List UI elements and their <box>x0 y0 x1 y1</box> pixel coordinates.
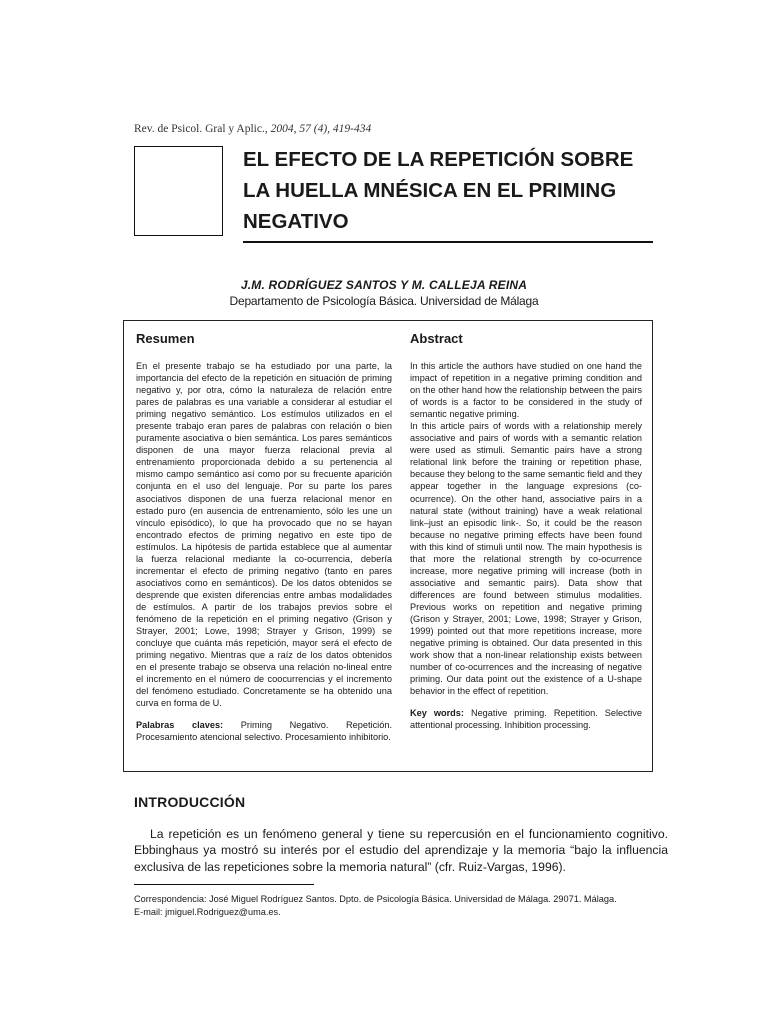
introduction-heading: INTRODUCCIÓN <box>134 794 246 810</box>
abstract-keywords-text: Negative priming. Repetition. Selective attentional processing. Inhibition processing. <box>410 708 642 731</box>
resumen-column <box>136 331 392 743</box>
abstract-column <box>410 331 642 731</box>
resumen-keywords <box>136 719 392 743</box>
footnote-correspondence: Correspondencia: José Miguel Rodríguez Santos. Dpto. de Psicología Básica. Universidad de Málaga. 29071. Málaga. <box>134 894 617 904</box>
abstract-body-2: In this article pairs of words with a relationship merely associative and pairs of words with a semantic relation were used as stimuli. Semantic pairs have a strong relational link before the training or repetition phase, because they belong to the same semantic field and they appear together in the language expresions (co-ocurrence). On the other hand, associative pairs in a natural state (without training) have a weak relational link–just an episodic link-. So, it could be the reason because no negative priming effects have been found with this kind of stimuli until now. The main hypothesis is that more the relational strength by co-ocurrence increase, more negative priming will increase (both in associative and semantic pairs). Data show that differences are found between stimulus modalities. Previous works on repetition and negative priming (Grison y Strayer, 2001; Lowe, 1998; Strayer y Grison, 1999) pointed out that more repetitions increase, more negative priming is obtained. Our data presented in this work show that a non-linear relationship exists between number of co-ocurrences and the increasing of negative priming. Our data point out the existence of a U-shape behavior in the effect of repetition. <box>410 421 642 697</box>
journal-name: Rev. de Psicol. Gral y Aplic., <box>134 123 268 135</box>
affiliation: Departamento de Psicología Básica. Universidad de Málaga <box>229 294 539 308</box>
abstract-keywords-label: Key words: <box>410 708 464 719</box>
resumen-keywords-text: Priming Negativo. Repetición. Procesamiento atencional selectivo. Procesamiento inhibitorio. <box>136 720 392 743</box>
resumen-body: En el presente trabajo se ha estudiado por una parte, la importancia del efecto de la repetición en situación de priming negativo y, por otra, cómo la naturaleza de relación entre pares de palabras es una variable a considerar al estudiar el priming negativo semántico. Los estímulos utilizados en el presente trabajo eran pares de palabras con relación o bien puramente asociativa o bien semántica. Los pares semánticos disponen de una mayor fuerza relacional previa al entrenamiento proporcionada debido a su pertenencia al mismo campo semántico así como por su frecuente aparición conjunta en el uso del lenguaje. Por su parte los pares asociativos disponen de una fuerza relacional menor en estado puro (en ausencia de entrenamiento, sólo les une un vínculo episódico), lo que ha provocado que no se hayan encontrado efectos de priming negativo en este tipo de estímulos. La hipótesis de partida establece que al aumentar la fuerza relacional mediante la co-ocurrencia, debería incrementar el efecto de priming negativo (tanto en pares asociativos como en semánticos). De los datos obtenidos se desprende que existen diferencias entre ambas modalidades de estímulos. A partir de los trabajos previos sobre el fenómeno de la repetición en el priming negativo (Grison y Strayer, 2001; Lowe, 1998; Strayer y Grison, 1999) se concluye que cuánta más repetición, mayor será el efecto de priming negativo. Mientras que a raíz de los datos obtenidos en el presente trabajo se observa una relación no-lineal entre el incremento en el número de coocurrencias y el incremento del fenómeno estudiado. Concretamente se ha obtenido una curva en forma de U. <box>136 361 392 709</box>
resumen-keywords-label: Palabras claves: <box>136 720 224 731</box>
abstract-body-1: In this article the authors have studied on one hand the impact of repetition in a negative priming condition and on the other hand how the relationship between the pairs of words is a factor to be considered in the study of semantic negative priming. <box>410 361 642 420</box>
volume-pages: 2004, 57 (4), 419-434 <box>270 123 372 135</box>
resumen-heading: Resumen <box>136 331 195 346</box>
paper-title: EL EFECTO DE LA REPETICIÓN SOBRE LA HUELLA MNÉSICA EN EL PRIMING NEGATIVO <box>243 148 634 233</box>
title-decorative-box <box>134 146 223 236</box>
journal-citation <box>134 123 371 135</box>
footnote-email: E-mail: jmiguel.Rodriguez@uma.es. <box>134 907 281 917</box>
footnote-separator <box>134 884 314 885</box>
abstract-keywords <box>410 707 642 731</box>
authors: J.M. RODRÍGUEZ SANTOS Y M. CALLEJA REINA <box>240 278 528 292</box>
title-underline <box>243 241 653 243</box>
introduction-paragraph: La repetición es un fenómeno general y tiene su repercusión en el funcionamiento cognitivo. Ebbinghaus ya mostró su interés por el estudio del aprendizaje y la memoria “bajo la influencia exclusiva de las repeticiones sobre la memoria natural” (cfr. Ruiz-Vargas, 1996). <box>134 827 668 874</box>
abstract-heading: Abstract <box>410 331 463 346</box>
footnote <box>134 893 674 919</box>
